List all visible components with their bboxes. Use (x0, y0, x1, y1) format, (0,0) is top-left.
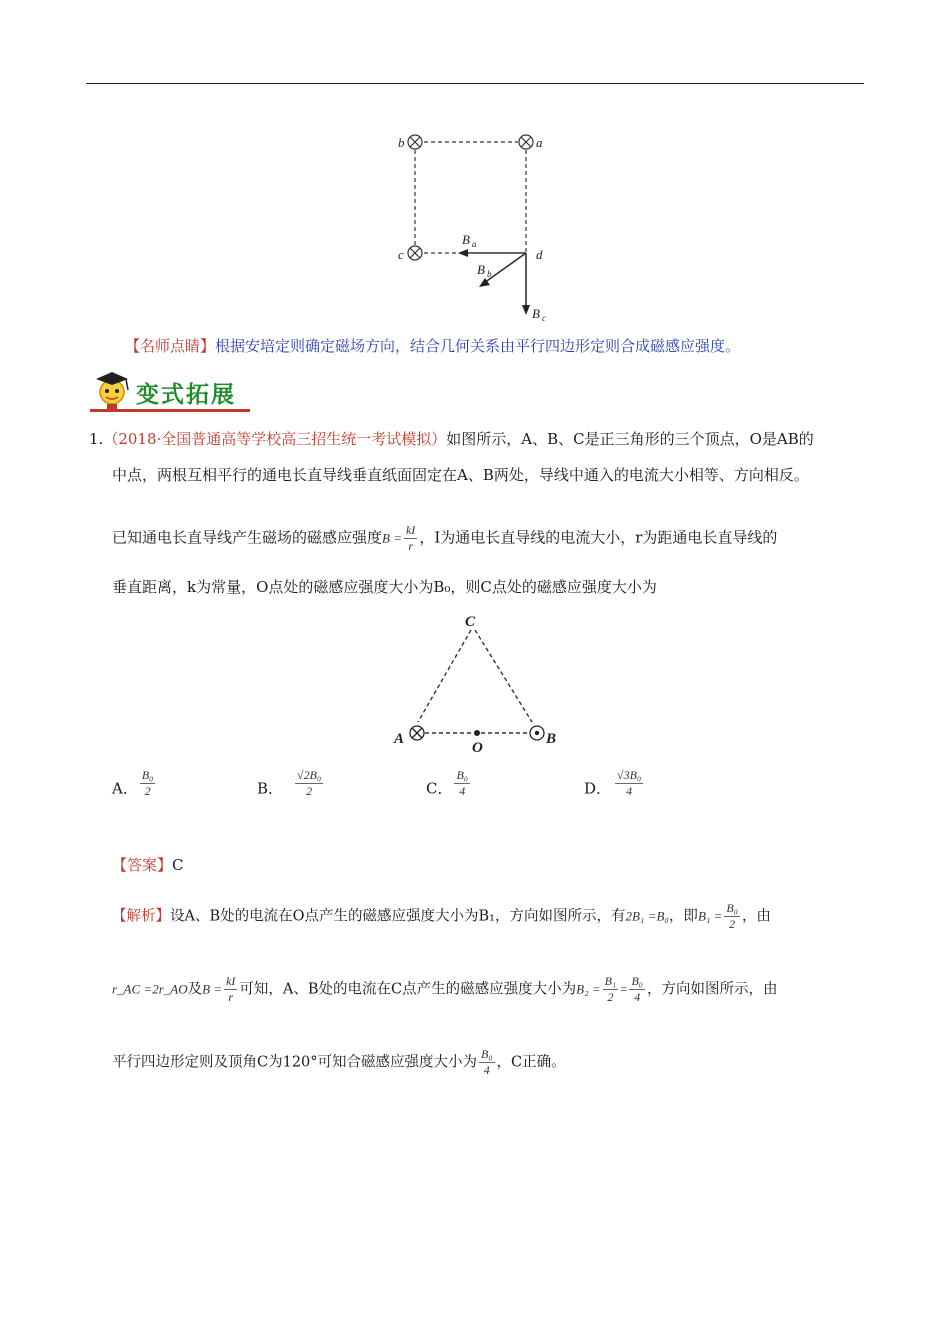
label-B: B (546, 731, 557, 747)
wire-c-cross-icon (408, 246, 422, 260)
question-number: 1. (89, 430, 104, 448)
analysis-line-3: 平行四边形定则及顶角C为120°可知合磁感应强度大小为 $\frac{\text{B₀}}{4}$ ，C正确。 (112, 1047, 566, 1077)
option-B[interactable]: B． $\frac{\text{√2B₀}}{2}$ (257, 768, 322, 798)
question-line-4: 垂直距离，k为常量，O点处的磁感应强度大小为B₀，则C点处的磁感应强度大小为 (112, 578, 657, 596)
label-Bb: B (477, 262, 485, 277)
edge-CB (475, 630, 532, 722)
variant-banner (86, 366, 256, 416)
wire-A-cross-icon (410, 726, 424, 740)
answer-tag: 【答案】 (112, 856, 173, 874)
question-source: （2018·全国普通高等学校高三招生统一考试模拟） (103, 430, 447, 448)
label-Bb-sub: b (487, 269, 492, 279)
option-C[interactable]: C． $\frac{\text{B₀}}{4}$ (426, 768, 468, 798)
formula-den: r (408, 539, 413, 553)
answer-line (112, 855, 184, 875)
banner-underline (90, 409, 250, 412)
eq-rAC: r_AC =2r_AO (112, 981, 188, 997)
label-b: b (398, 135, 405, 150)
tip-tag: 【名师点睛】 (125, 337, 216, 355)
tip-text: 根据安培定则确定磁场方向，结合几何关系由平行四边形定则合成磁感应强度。 (215, 337, 741, 355)
label-A: A (394, 731, 405, 747)
question-line-3 (112, 524, 777, 553)
question-line-2: 中点，两根互相平行的通电长直导线垂直纸面固定在A、B两处，导线中通入的电流大小相等、方向相反。 (112, 466, 809, 484)
analysis-line-1: 【解析】设A、B处的电流在O点产生的磁感应强度大小为B₁，方向如图所示，有2B₁ =B₀，即B₁ = $\frac{\text{B₀}}{2}$ ，由 (112, 901, 771, 931)
wire-a-cross-icon (519, 135, 533, 149)
question-text-3a: 已知通电长直导线产生磁场的磁感应强度 (112, 528, 383, 547)
arrowhead-Bc (522, 305, 530, 315)
teacher-tip (125, 336, 740, 356)
answer-value: C (172, 856, 184, 874)
header-rule (86, 83, 864, 84)
option-D[interactable]: D． $\frac{\text{√3B₀}}{4}$ (584, 768, 642, 798)
wire-b-cross-icon (408, 135, 422, 149)
analysis-tag: 【解析】 (112, 908, 170, 925)
label-Bc: B (532, 306, 540, 321)
label-Bc-sub: c (542, 313, 546, 323)
label-C: C (465, 614, 476, 630)
option-A[interactable]: A． $\frac{\text{B₀}}{2}$ (112, 768, 154, 798)
arrowhead-Ba (458, 249, 468, 257)
label-c: c (398, 247, 404, 262)
formula-num: kI (405, 523, 416, 537)
point-O (474, 730, 480, 736)
label-Ba: B (462, 232, 470, 247)
question-text-1: 如图所示，A、B、C是正三角形的三个顶点，O是AB的 (446, 430, 814, 448)
edge-CA (418, 630, 471, 722)
formula-fraction (404, 524, 417, 553)
eq-2B1-B0: 2B₁ =B₀ (625, 908, 669, 924)
label-O: O (472, 740, 483, 755)
analysis-line-2: r_AC =2r_AO及B = $\frac{kI}{r}$ 可知，A、B处的电流在C点产生的磁感应强度大小为B₂ = $\frac{\text{B₁}}{2}$ = $\frac{\text{B₀}}{4}$ ，方向如图所示，由 (112, 974, 778, 1004)
figure-triangle (388, 610, 568, 755)
question-text-3b: ，I为通电长直导线的电流大小，r为距通电长直导线的 (419, 528, 778, 547)
figure-four-wires (390, 128, 560, 323)
question-line-1 (89, 429, 814, 449)
label-d: d (536, 247, 543, 262)
label-Ba-sub: a (472, 239, 477, 249)
banner-title: 变式拓展 (136, 382, 236, 408)
formula-lhs: B = (382, 530, 402, 546)
label-a: a (536, 135, 543, 150)
